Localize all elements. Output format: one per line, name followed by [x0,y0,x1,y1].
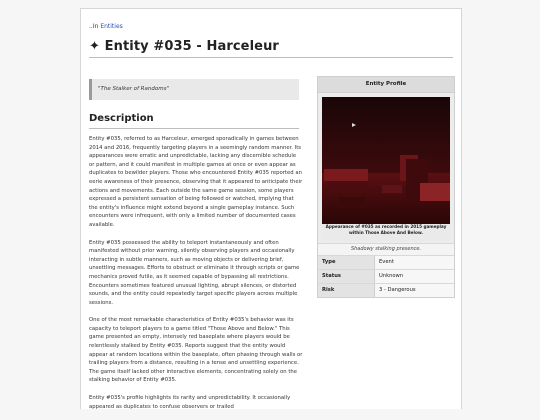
infobox-row-risk [318,284,454,297]
entity-screenshot-image[interactable] [322,97,450,224]
infobox-key: Type [318,256,375,269]
breadcrumb-link-entities[interactable]: Entities [100,23,123,30]
title-divider [89,57,453,58]
article-page [80,8,462,409]
infobox-row-status [318,270,454,284]
infobox-image-caption: Appearance of #035 as recorded in 2015 gameplay within Those Above And Below. [322,224,450,241]
infobox-value: Unknown [375,270,454,283]
description-body [89,135,303,420]
section-divider [89,128,299,129]
paragraph: Entity #035's profile highlights its rarity and unpredictability. It occasionally appeared as duplicates to confuse observers or trailed [89,395,291,410]
page-title: ✦ Entity #035 - Harceleur [89,39,279,54]
epithet-quote: "The Stalker of Randoms" [89,79,299,100]
infobox-value: Event [375,256,454,269]
infobox-key: Status [318,270,375,283]
infobox-caption: Shadowy stalking presence. [318,244,454,256]
infobox-image-frame [318,93,454,244]
section-heading-description: Description [89,113,154,124]
entity-infobox [317,76,455,298]
paragraph: One of the most remarkable characteristics of Entity #035's behavior was its capacity to teleport players to a game titled "Those Above and Below." This game presented an empty, intensely red baseplate where players would be relentlessly stalked by Entity #035. Reports suggest that the entity would appear at random locations within the baseplate, often phasing through walls or trailing players from a distance, resulting in a tense and unsettling experience. The game itself lacked other interactive elements, concentrating solely on the stalking behavior of Entity #035. [89,317,303,384]
breadcrumb [89,23,123,30]
paragraph: Entity #035 possessed the ability to teleport instantaneously and often manifested without prior warning, silently observing players and occasionally interacting in subtle manners, such as moving objects or delivering brief, unsettling messages. Efforts to obstruct or eliminate it through scripts or game mechanics proved futile, as it seemed capable of bypassing all restrictions. Encounters sometimes featured unusual lighting, abrupt silences, or distorted sounds, and the entity could repeatedly target specific players across multiple sessions. [89,239,300,306]
infobox-header: Entity Profile [318,77,454,93]
infobox-key: Risk [318,284,375,297]
paragraph: Entity #035, referred to as Harceleur, emerged sporadically in games between 2014 and 2016, frequently targeting players in a seemingly random manner. Its appearances were erratic and unpredictable, lacking any discernible schedule or pattern, and it could manifest in multiple games at once or even appear as duplicates to bewilder players. Those who encountered Entity #035 reported an eerie awareness of their presence, observing that it appeared to anticipate their actions and movements. Each outside the same game session, some players expressed a persistent sensation of being followed or watched, implying that the entity's influence might extend beyond a single gameplay instance. Such encounters were infrequent, with only a limited number of documented cases available. [89,136,303,228]
red-baseplate-scene [322,97,450,224]
infobox-value: 3 - Dangerous [375,284,454,297]
breadcrumb-prefix: ..In [89,23,99,30]
infobox-row-type [318,256,454,270]
